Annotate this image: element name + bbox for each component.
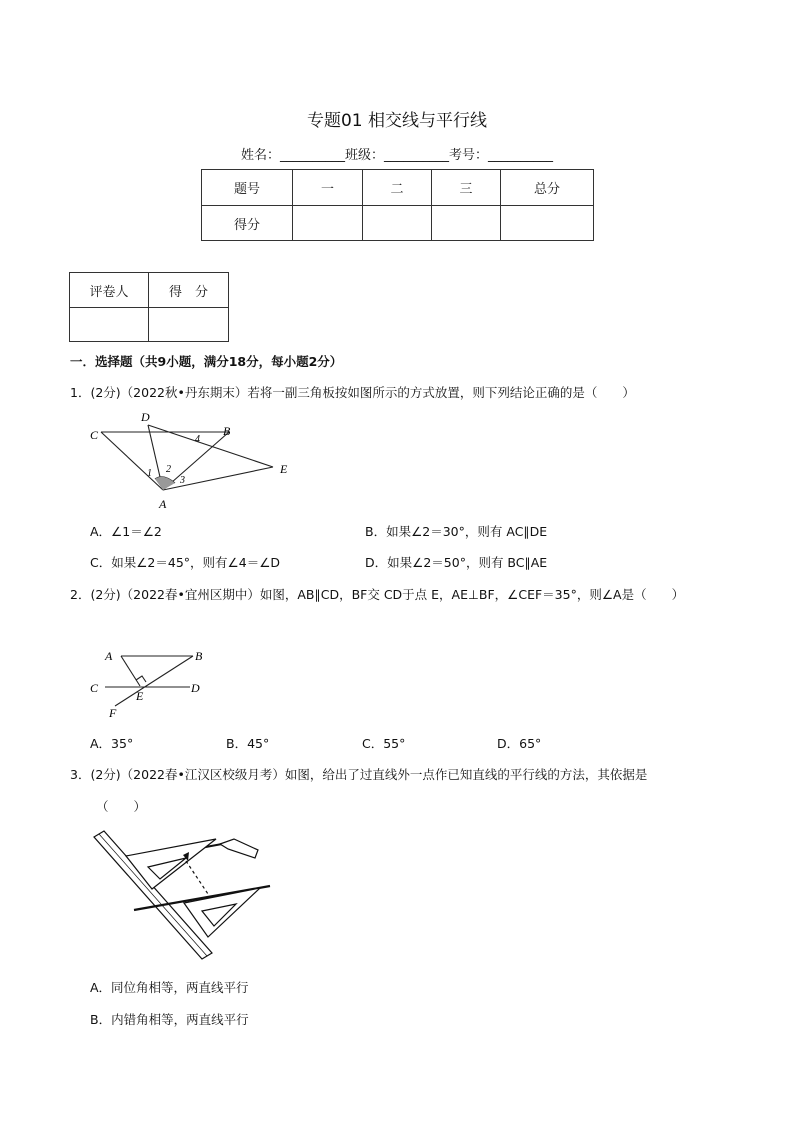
fig1-label-4: 4 (195, 434, 200, 445)
grader-table (69, 272, 229, 342)
fig1-label-D: D (141, 410, 150, 424)
q2-option-b[interactable]: B．45° (226, 736, 270, 751)
question-2-figure (85, 642, 215, 722)
fig2-label-F: F (109, 706, 117, 720)
question-3-stem: 3．(2分)（2022春•江汉区校级月考）如图，给出了过直线外一点作已知直线的平行线的方法，其依据是 (70, 767, 648, 782)
q2-option-a[interactable]: A．35° (90, 736, 134, 751)
score-cell[interactable] (501, 206, 594, 241)
q2-option-c[interactable]: C．55° (362, 736, 406, 751)
score-table (201, 169, 594, 241)
q3-option-a[interactable]: A．同位角相等，两直线平行 (90, 980, 249, 995)
fig2-segment-AE (121, 656, 140, 686)
score-cell[interactable] (432, 206, 501, 241)
score-header-cell: 三 (432, 170, 501, 206)
fig2-label-D: D (191, 681, 200, 695)
fig1-label-1: 1 (147, 468, 152, 479)
score-cell[interactable] (293, 206, 363, 241)
score-cell[interactable] (363, 206, 432, 241)
q1-option-d[interactable]: D．如果∠2＝50°，则有 BC∥AE (365, 555, 548, 570)
fig1-label-E: E (280, 462, 288, 476)
score-header-cell: 一 (293, 170, 363, 206)
score-header-cell: 题号 (202, 170, 293, 206)
section-heading: 一．选择题（共9小题，满分18分，每小题2分） (70, 354, 343, 369)
fig3-pencil (220, 839, 258, 858)
fig2-label-C: C (90, 681, 99, 695)
question-3-figure (88, 825, 278, 960)
score-table-score-row (202, 206, 594, 241)
fig1-segment-CA (101, 432, 163, 490)
q3-option-b[interactable]: B．内错角相等，两直线平行 (90, 1012, 249, 1027)
grader-cell[interactable] (149, 308, 229, 342)
fig2-label-A: A (105, 649, 113, 663)
question-2-stem: 2．(2分)（2022春•宜州区期中）如图，AB∥CD，BF交 CD于点 E，AE⊥BF，∠CEF＝35°，则∠A是（ ） (70, 587, 685, 602)
page-title: 专题01 相交线与平行线 (306, 111, 488, 131)
q1-option-c[interactable]: C．如果∠2＝45°，则有∠4＝∠D (90, 555, 281, 570)
q1-option-a[interactable]: A．∠1＝∠2 (90, 524, 162, 539)
score-header-cell: 总分 (501, 170, 594, 206)
fig1-label-C: C (90, 428, 99, 442)
grader-label: 评卷人 (70, 273, 149, 308)
grader-score-label: 得 分 (149, 273, 229, 308)
question-1-figure (85, 405, 300, 515)
fig1-segment-DE (148, 425, 273, 467)
fig1-label-A: A (159, 497, 167, 511)
q1-option-b[interactable]: B．如果∠2＝30°，则有 AC∥DE (365, 524, 548, 539)
score-table-header-row (202, 170, 594, 206)
fig1-label-3: 3 (180, 475, 185, 486)
grader-cell[interactable] (70, 308, 149, 342)
score-row-label: 得分 (202, 206, 293, 241)
fig1-label-B: B (223, 424, 231, 438)
student-info-line: 姓名：__________班级：__________考号：__________ (240, 148, 553, 163)
fig3-triangle-lower (184, 888, 260, 937)
q2-option-d[interactable]: D．65° (497, 736, 542, 751)
fig2-line-BF (115, 656, 193, 706)
score-header-cell: 二 (363, 170, 432, 206)
question-3-stem-continued: （ ） (96, 799, 147, 814)
fig3-dashed-path (186, 861, 210, 897)
question-1-stem: 1．(2分)（2022秋•丹东期末）若将一副三角板按如图所示的方式放置，则下列结论正确的是（ ） (70, 385, 635, 400)
fig2-label-B: B (195, 649, 203, 663)
fig2-label-E: E (136, 689, 144, 703)
fig1-label-2: 2 (166, 464, 171, 475)
